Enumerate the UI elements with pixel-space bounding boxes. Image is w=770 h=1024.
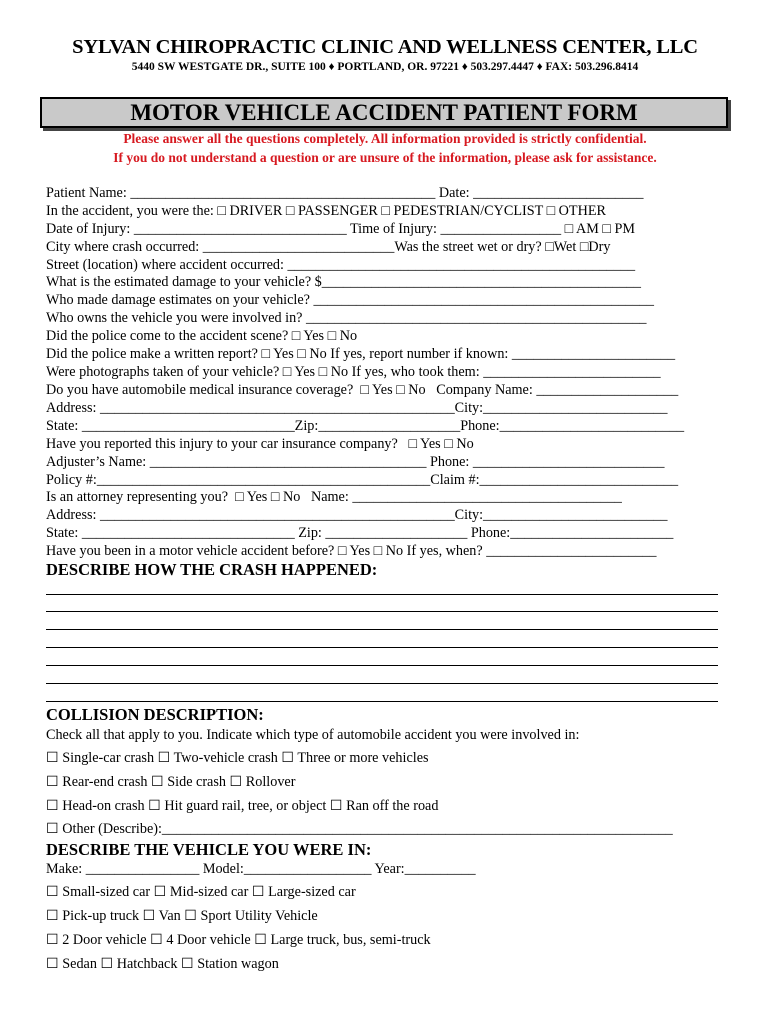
- insurance-state-zip-phone-field[interactable]: State: ______________________________Zip:____________________Phone:__________________________: [46, 418, 685, 434]
- crash-description-line[interactable]: [46, 611, 718, 612]
- vehicle-owner-field[interactable]: Who owns the vehicle you were involved in? ________________________________________________: [46, 310, 647, 326]
- police-came-options[interactable]: Did the police come to the accident scene? □ Yes □ No: [46, 328, 358, 344]
- vehicle-make-model-year-field[interactable]: Make: ________________ Model:__________________ Year:__________: [46, 861, 476, 877]
- policy-claim-field[interactable]: Policy #:_______________________________________________Claim #:____________________________: [46, 472, 679, 488]
- police-report-field[interactable]: Did the police make a written report? □ Yes □ No If yes, report number if known: _______________________: [46, 346, 676, 362]
- vehicle-body-options[interactable]: ☐ Sedan ☐ Hatchback ☐ Station wagon: [46, 956, 279, 972]
- date-time-injury-field[interactable]: Date of Injury: ______________________________ Time of Injury: _________________ □ AM □ PM: [46, 221, 635, 237]
- prior-accident-field[interactable]: Have you been in a motor vehicle accident before? □ Yes □ No If yes, when? ________________________: [46, 543, 657, 559]
- collision-instructions: Check all that apply to you. Indicate which type of automobile accident you were involved in:: [46, 727, 580, 743]
- accident-street-field[interactable]: Street (location) where accident occurred: _________________________________________________: [46, 257, 636, 273]
- vehicle-size-options[interactable]: ☐ Small-sized car ☐ Mid-sized car ☐ Large-sized car: [46, 884, 356, 900]
- crash-description-line[interactable]: [46, 701, 718, 702]
- collision-options-row[interactable]: ☐ Rear-end crash ☐ Side crash ☐ Rollover: [46, 774, 296, 790]
- collision-options-row[interactable]: ☐ Head-on crash ☐ Hit guard rail, tree, or object ☐ Ran off the road: [46, 798, 439, 814]
- crash-description-line[interactable]: [46, 647, 718, 648]
- confidential-notice: Please answer all the questions completely. All information provided is strictly confidential.: [123, 131, 647, 146]
- attorney-field[interactable]: Is an attorney representing you? □ Yes □ No Name: ______________________________________: [46, 489, 622, 505]
- collision-other-field[interactable]: ☐ Other (Describe):________________________________________________________________________: [46, 821, 673, 837]
- collision-options-row[interactable]: ☐ Single-car crash ☐ Two-vehicle crash ☐ Three or more vehicles: [46, 750, 429, 766]
- patient-name-date-field[interactable]: Patient Name: ___________________________________________ Date: ________________________: [46, 185, 644, 201]
- vehicle-door-options[interactable]: ☐ 2 Door vehicle ☐ 4 Door vehicle ☐ Large truck, bus, semi-truck: [46, 932, 431, 948]
- crash-description-heading: DESCRIBE HOW THE CRASH HAPPENED:: [46, 560, 378, 579]
- photographs-field[interactable]: Were photographs taken of your vehicle? □ Yes □ No If yes, who took them: _________________________: [46, 364, 661, 380]
- form-title: MOTOR VEHICLE ACCIDENT PATIENT FORM: [40, 97, 728, 128]
- crash-description-line[interactable]: [46, 683, 718, 684]
- assistance-notice: If you do not understand a question or are unsure of the information, please ask for assistance.: [113, 150, 657, 165]
- crash-description-line[interactable]: [46, 665, 718, 666]
- attorney-state-zip-phone-field[interactable]: State: ______________________________ Zip: ____________________ Phone:_______________________: [46, 525, 674, 541]
- crash-city-street-condition-field[interactable]: City where crash occurred: ___________________________Was the street wet or dry? □Wet □Dry: [46, 239, 611, 255]
- medical-insurance-field[interactable]: Do you have automobile medical insurance coverage? □ Yes □ No Company Name: ____________________: [46, 382, 679, 398]
- insurance-address-city-field[interactable]: Address: __________________________________________________City:__________________________: [46, 400, 668, 416]
- attorney-address-city-field[interactable]: Address: __________________________________________________City:__________________________: [46, 507, 668, 523]
- crash-description-line[interactable]: [46, 594, 718, 595]
- estimated-damage-field[interactable]: What is the estimated damage to your vehicle? $_____________________________________________: [46, 274, 641, 290]
- vehicle-description-heading: DESCRIBE THE VEHICLE YOU WERE IN:: [46, 840, 372, 859]
- damage-estimator-field[interactable]: Who made damage estimates on your vehicle? ________________________________________________: [46, 292, 654, 308]
- role-in-accident-options[interactable]: In the accident, you were the: □ DRIVER □ PASSENGER □ PEDESTRIAN/CYCLIST □ OTHER: [46, 203, 606, 219]
- vehicle-type-options[interactable]: ☐ Pick-up truck ☐ Van ☐ Sport Utility Vehicle: [46, 908, 318, 924]
- clinic-address: 5440 SW WESTGATE DR., SUITE 100 ♦ PORTLAND, OR. 97221 ♦ 503.297.4447 ♦ FAX: 503.296.8414: [131, 61, 639, 73]
- collision-description-heading: COLLISION DESCRIPTION:: [46, 705, 264, 724]
- reported-injury-options[interactable]: Have you reported this injury to your car insurance company? □ Yes □ No: [46, 436, 474, 452]
- crash-description-line[interactable]: [46, 629, 718, 630]
- clinic-name: SYLVAN CHIROPRACTIC CLINIC AND WELLNESS CENTER, LLC: [72, 36, 698, 58]
- adjuster-name-phone-field[interactable]: Adjuster’s Name: _______________________________________ Phone: ___________________________: [46, 454, 665, 470]
